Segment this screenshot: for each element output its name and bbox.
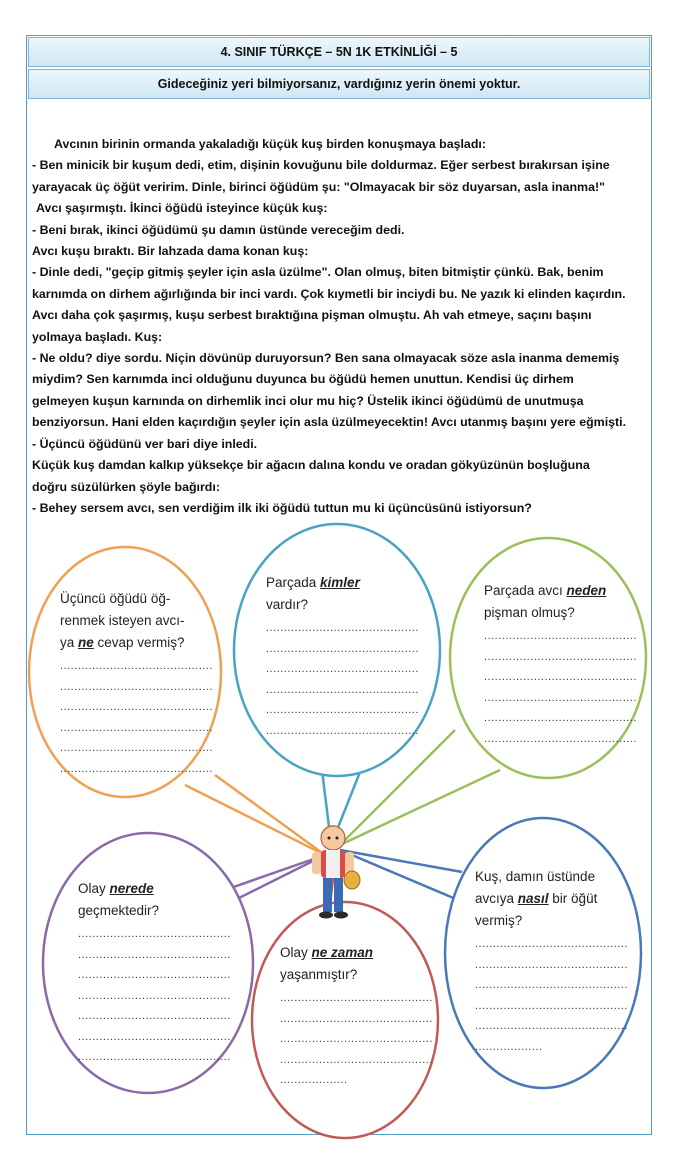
question-ne-zaman (280, 942, 433, 1091)
answer-line[interactable]: ........................................... (475, 999, 628, 1012)
answer-line[interactable]: ........................................... (484, 671, 637, 683)
question-line: vardır? (266, 597, 309, 612)
story-line: yarayacak üç öğüt veririm. Dinle, birinci öğüdüm şu: "Olmayacak bir söz duyarsan, asla inanma!" (32, 179, 605, 194)
question-text: bir öğüt (548, 891, 598, 906)
worksheet-title: 4. SINIF TÜRKÇE – 5N 1K ETKİNLİĞİ – 5 (28, 37, 650, 67)
question-keyword: neden (566, 583, 607, 598)
answer-line[interactable]: ........................................... (280, 1033, 433, 1045)
answer-line[interactable]: ........................................... (78, 1010, 231, 1022)
answer-line[interactable]: ........................................... (475, 958, 628, 971)
answer-line[interactable]: ........................................... (484, 630, 637, 642)
question-line: pişman olmuş? (484, 605, 575, 620)
answer-line[interactable]: ........................................... (78, 948, 231, 961)
answer-line[interactable]: ........................................... (280, 1053, 433, 1066)
story-line: doğru süzülürken şöyle bağırdı: (32, 479, 220, 494)
question-keyword: nasıl (517, 891, 549, 906)
answer-line[interactable]: ........................................... (475, 979, 628, 991)
answer-line[interactable]: ........................................... (78, 1051, 231, 1063)
question-keyword: ne zaman (311, 945, 374, 960)
answer-line[interactable]: ........................................... (484, 712, 637, 724)
answer-line[interactable]: ........................................... (78, 989, 231, 1002)
question-text: Olay (78, 881, 110, 896)
worksheet-motto: Gideceğiniz yeri bilmiyorsanız, vardığınız yerin önemi yoktur. (28, 69, 650, 99)
question-keyword: ne (78, 635, 94, 650)
question-neden (484, 580, 637, 749)
question-line: Kuş, damın üstünde (475, 869, 596, 884)
answer-line[interactable]: ........................................... (280, 992, 433, 1004)
answer-line[interactable]: ........................................... (60, 680, 213, 693)
answer-line[interactable]: ........................................... (78, 928, 231, 940)
question-keyword: nerede (109, 881, 154, 896)
story-line: yolmaya başladı. Kuş: (32, 329, 163, 344)
question-line: geçmektedir? (78, 903, 160, 918)
story-line: Küçük kuş damdan kalkıp yüksekçe bir ağacın dalına kondu ve oradan gökyüzünün boşluğuna (32, 458, 590, 473)
question-text: Parçada (266, 575, 321, 590)
story-line: - Üçüncü öğüdünü ver bari diye inledi. (32, 436, 258, 451)
answer-line[interactable]: ................... (475, 1040, 543, 1053)
question-line: yaşanmıştır? (280, 967, 358, 982)
answer-line[interactable]: ........................................... (60, 762, 213, 775)
question-nasil (475, 866, 628, 1057)
story-line: - Behey sersem avcı, sen verdiğim ilk iki öğüdü tuttun mu ki üçüncüsünü istiyorsun? (32, 500, 532, 515)
question-text: cevap vermiş? (93, 635, 185, 650)
answer-line[interactable]: ........................................... (266, 724, 419, 737)
story-line: Avcı şaşırmıştı. İkinci öğüdü isteyince küçük kuş: (36, 201, 328, 216)
answer-line[interactable]: ........................................... (60, 701, 213, 713)
answer-line[interactable]: ........................................... (266, 683, 419, 696)
story-line: - Ben minicik bir kuşum dedi, etim, dişinin kovuğunu bile doldurmaz. Eğer serbest bırakırsan işine (32, 158, 610, 173)
answer-line[interactable]: ........................................... (266, 704, 419, 716)
question-text: ya (60, 635, 79, 650)
answer-line[interactable]: ........................................... (60, 742, 213, 754)
answer-line[interactable]: ........................................... (484, 732, 637, 745)
answer-line[interactable]: ........................................... (475, 1020, 628, 1032)
question-kim (266, 572, 419, 741)
answer-line[interactable]: ........................................... (280, 1012, 433, 1025)
answer-line[interactable]: ........................................... (266, 622, 419, 634)
question-keyword: kimler (320, 575, 360, 590)
answer-line[interactable]: ........................................... (475, 938, 628, 950)
question-ne (60, 588, 213, 779)
story-line: Avcı daha çok şaşırmış, kuşu serbest bıraktığına pişman olmuştu. Ah vah etmeye, saçını başını (32, 308, 592, 323)
story-line: gelmeyen kuşun karnında on dirhemlik inci olur mu hiç? Üstelik ikinci öğüdümü de unutmuşa (32, 393, 584, 408)
question-text: Olay (280, 945, 312, 960)
answer-line[interactable]: ........................................... (266, 663, 419, 675)
question-line: renmek isteyen avcı- (60, 613, 185, 628)
answer-line[interactable]: ................... (280, 1074, 348, 1086)
story-line: karnımda on dirhem ağırlığında bir inci vardı. Çok kıymetli bir inciydi bu. Ne yazık ki elinden kaçırdın. (32, 286, 626, 301)
question-text: Parçada avcı (484, 583, 567, 598)
answer-line[interactable]: ........................................... (60, 660, 213, 672)
answer-line[interactable]: ........................................... (60, 721, 213, 734)
question-line: Üçüncü öğüdü öğ- (60, 591, 171, 606)
story-line: - Beni bırak, ikinci öğüdümü şu damın üstünde vereceğim dedi. (32, 222, 405, 237)
story-line: Avcının birinin ormanda yakaladığı küçük kuş birden konuşmaya başladı: (54, 137, 486, 151)
answer-line[interactable]: ........................................... (266, 642, 419, 655)
story-line: - Ne oldu? diye sordu. Niçin dövünüp duruyorsun? Ben sana olmayacak söze asla inanma dememiş (32, 351, 620, 366)
answer-line[interactable]: ........................................... (78, 1030, 231, 1043)
story-line: benziyorsun. Hani elden kaçırdığın şeyler için asla üzülmeyecektin! Avcı utanmış başını yere eğmişti. (32, 415, 627, 430)
story-line: Avcı kuşu bıraktı. Bir lahzada dama konan kuş: (32, 244, 309, 259)
answer-line[interactable]: ........................................... (484, 650, 637, 663)
answer-line[interactable]: ........................................... (78, 969, 231, 981)
story-line: - Dinle dedi, "geçip gitmiş şeyler için asla üzülme". Olan olmuş, biten bitmiştir çünkü. Bak, benim (32, 265, 604, 280)
question-text: avcıya (475, 891, 518, 906)
question-line: vermiş? (475, 913, 523, 928)
answer-line[interactable]: ........................................... (484, 691, 637, 704)
story-line: miydim? Sen karnımda inci olduğunu duyunca bu öğüdü hemen unuttun. Kendisi üç dirhem (32, 372, 574, 387)
question-nerede (78, 878, 231, 1068)
